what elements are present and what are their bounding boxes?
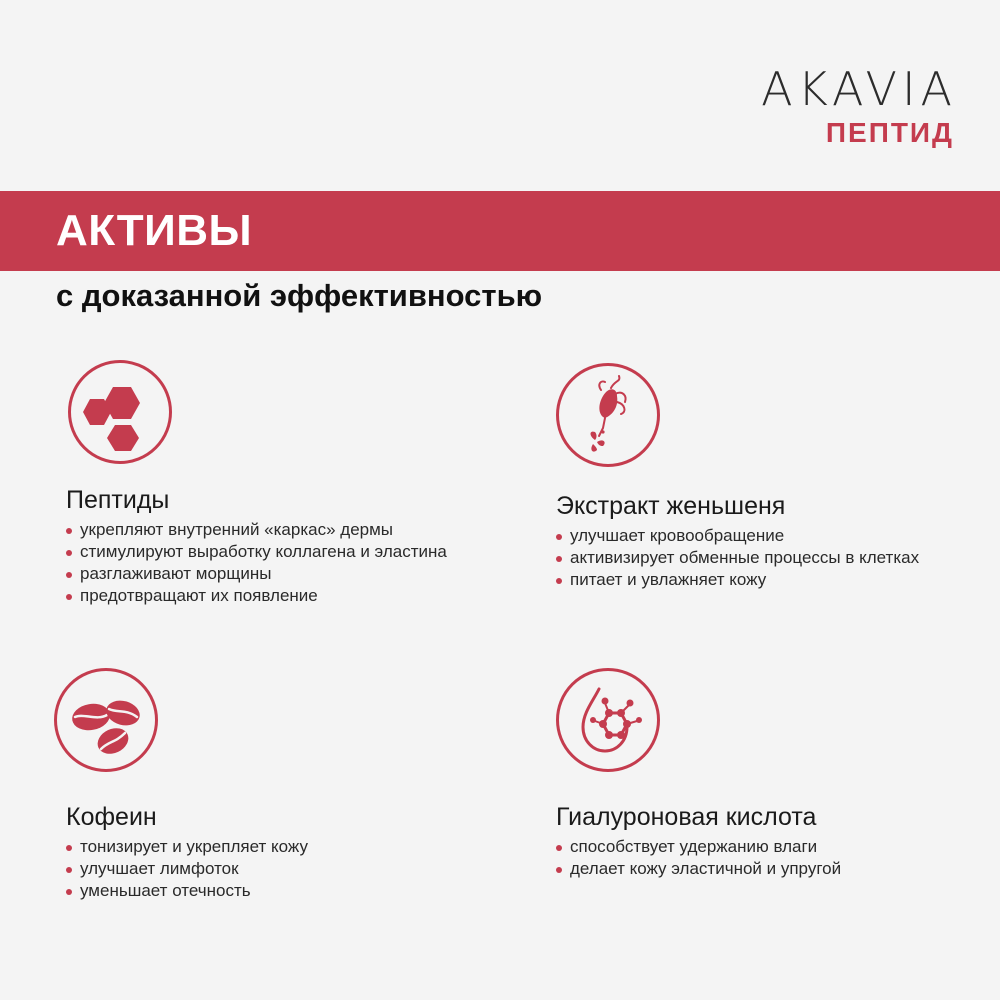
- page-subtitle: с доказанной эффективностью: [56, 278, 543, 313]
- section-title: Гиалуроновая кислота: [556, 803, 817, 831]
- section-ginseng: [556, 491, 919, 591]
- coffee-beans-icon: [54, 668, 158, 772]
- bullet-item: улучшает лимфоток: [66, 858, 308, 880]
- bullet-item: улучшает кровообращение: [556, 525, 919, 547]
- molecule-drop-icon: [556, 668, 660, 772]
- bullet-item: тонизирует и укрепляет кожу: [66, 836, 308, 858]
- bullet-item: питает и увлажняет кожу: [556, 569, 919, 591]
- bullet-item: активизирует обменные процессы в клетках: [556, 547, 919, 569]
- brand-subname: ПЕПТИД: [825, 117, 954, 148]
- bullet-item: укрепляют внутренний «каркас» дермы: [66, 519, 447, 541]
- bullet-list: [66, 519, 447, 607]
- bullet-item: способствует удержанию влаги: [556, 836, 841, 858]
- brand-name: AKAVIA: [761, 62, 957, 116]
- title-banner: [0, 191, 1000, 271]
- section-caffeine: [66, 802, 308, 902]
- bullet-item: делает кожу эластичной и упругой: [556, 858, 841, 880]
- bullet-item: предотвращают их появление: [66, 585, 447, 607]
- ginseng-root-icon: [556, 363, 660, 467]
- bullet-item: разглаживают морщины: [66, 563, 447, 585]
- brand-logo: [761, 62, 957, 148]
- bullet-item: уменьшает отечность: [66, 880, 308, 902]
- section-peptides: [66, 485, 447, 607]
- bullet-list: [556, 836, 841, 880]
- hexagon-cells-icon: [68, 360, 172, 464]
- bullet-list: [556, 525, 919, 591]
- bullet-item: стимулируют выработку коллагена и эластина: [66, 541, 447, 563]
- section-title: Пептиды: [66, 486, 170, 514]
- section-title: Экстракт женьшеня: [556, 492, 786, 520]
- bullet-list: [66, 836, 308, 902]
- section-hyaluronic-acid: [556, 802, 841, 880]
- banner-title: АКТИВЫ: [56, 206, 253, 255]
- section-title: Кофеин: [66, 803, 157, 831]
